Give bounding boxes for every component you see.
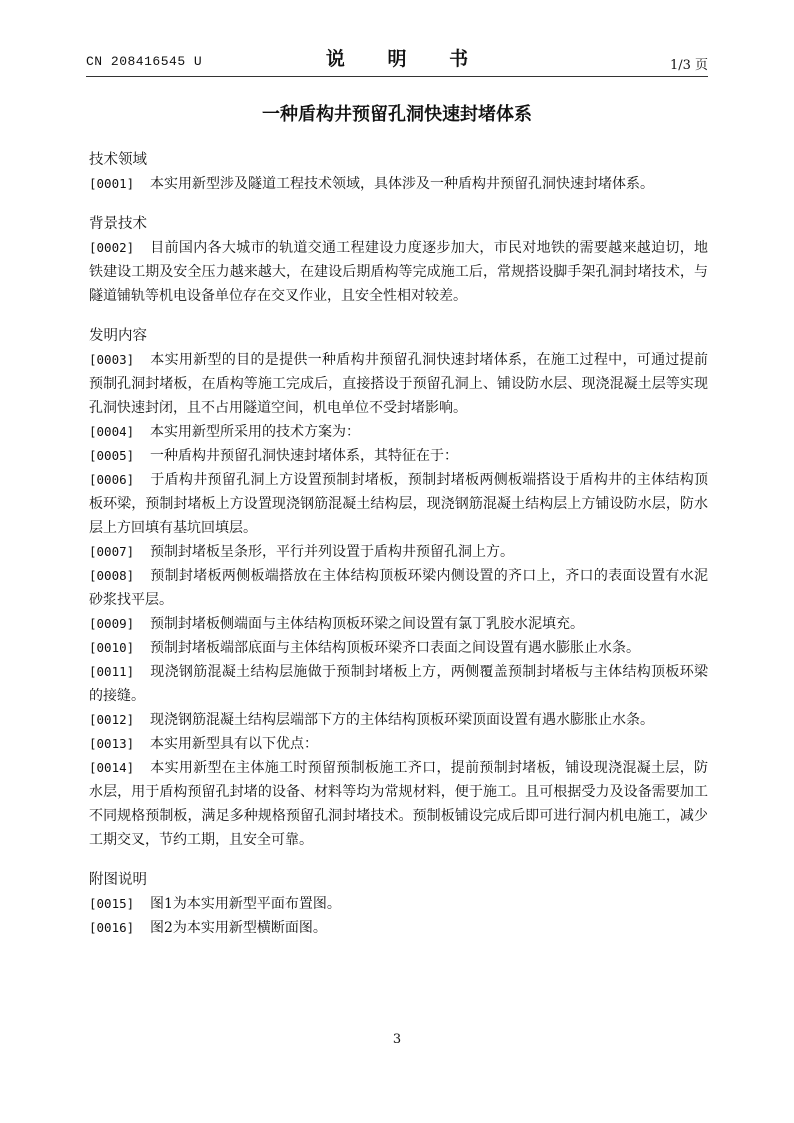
paragraph-number: [0010] <box>89 640 135 655</box>
paragraph-text: 一种盾构井预留孔洞快速封堵体系，其特征在于： <box>150 448 458 464</box>
document-type: 说 明 书 <box>325 48 487 70</box>
paragraph <box>89 468 708 540</box>
header-rule <box>86 76 708 77</box>
paragraph-text: 目前国内各大城市的轨道交通工程建设力度逐步加大，市民对地铁的需要越来越迫切，地铁建设工期及安全压力越来越大，在建设后期盾构等完成施工后，常规搭设脚手架孔洞封堵技术，与隧道铺轨等机电设备单位存在交叉作业，且安全性相对较差。 <box>89 240 708 304</box>
paragraph-text: 本实用新型的目的是提供一种盾构井预留孔洞快速封堵体系，在施工过程中，可通过提前预制孔洞封堵板，在盾构等施工完成后，直接搭设于预留孔洞上、铺设防水层、现浇混凝土层等实现孔洞快速封闭，且不占用隧道空间，机电单位不受封堵影响。 <box>89 352 708 416</box>
paragraph-number: [0005] <box>89 448 135 463</box>
page-header <box>86 44 708 76</box>
paragraph-number: [0006] <box>89 472 135 487</box>
section <box>89 212 708 308</box>
paragraph-number: [0002] <box>89 240 135 255</box>
paragraph-number: [0009] <box>89 616 135 631</box>
paragraph-number: [0003] <box>89 352 135 367</box>
paragraph-number: [0016] <box>89 920 135 935</box>
section <box>89 148 708 196</box>
paragraph <box>89 444 708 468</box>
paragraph <box>89 732 708 756</box>
paragraph <box>89 564 708 612</box>
section <box>89 868 708 940</box>
paragraph <box>89 612 708 636</box>
paragraph-number: [0015] <box>89 896 135 911</box>
paragraph-text: 预制封堵板两侧板端搭放在主体结构顶板环梁内侧设置的齐口上，齐口的表面设置有水泥砂浆找平层。 <box>89 568 708 608</box>
paragraph-text: 预制封堵板端部底面与主体结构顶板环梁齐口表面之间设置有遇水膨胀止水条。 <box>150 640 640 656</box>
page-info: 1/3 页 <box>669 58 708 73</box>
section-heading: 附图说明 <box>89 872 147 888</box>
paragraph <box>89 636 708 660</box>
paragraph <box>89 892 708 916</box>
paragraph <box>89 756 708 852</box>
paragraph-number: [0014] <box>89 760 135 775</box>
paragraph <box>89 708 708 732</box>
paragraph-number: [0012] <box>89 712 135 727</box>
section-heading: 技术领域 <box>89 152 147 168</box>
document-title: 一种盾构井预留孔洞快速封堵体系 <box>262 104 532 125</box>
paragraph <box>89 540 708 564</box>
paragraph <box>89 916 708 940</box>
paragraph-text: 图2为本实用新型横断面图。 <box>150 920 327 936</box>
paragraph <box>89 236 708 308</box>
document-body <box>89 148 708 956</box>
paragraph <box>89 172 708 196</box>
section <box>89 324 708 852</box>
paragraph-text: 本实用新型所采用的技术方案为： <box>150 424 360 440</box>
section-heading: 发明内容 <box>89 328 147 344</box>
paragraph-text: 本实用新型涉及隧道工程技术领域，具体涉及一种盾构井预留孔洞快速封堵体系。 <box>150 176 654 192</box>
paragraph-number: [0004] <box>89 424 135 439</box>
section-heading: 背景技术 <box>89 216 147 232</box>
paragraph-number: [0011] <box>89 664 135 679</box>
paragraph-number: [0007] <box>89 544 135 559</box>
page-number: 3 <box>392 1032 402 1047</box>
paragraph <box>89 660 708 708</box>
paragraph-text: 本实用新型在主体施工时预留预制板施工齐口，提前预制封堵板，铺设现浇混凝土层，防水层，用于盾构预留孔封堵的设备、材料等均为常规材料，便于施工。且可根据受力及设备需要加工不同规格预制板，满足多种规格预留孔洞封堵技术。预制板铺设完成后即可进行洞内机电施工，减少工期交叉，节约工期，且安全可靠。 <box>89 760 708 848</box>
paragraph-text: 现浇钢筋混凝土结构层端部下方的主体结构顶板环梁顶面设置有遇水膨胀止水条。 <box>150 712 654 728</box>
paragraph-text: 本实用新型具有以下优点： <box>150 736 318 752</box>
paragraph-text: 于盾构井预留孔洞上方设置预制封堵板，预制封堵板两侧板端搭设于盾构井的主体结构顶板环梁，预制封堵板上方设置现浇钢筋混凝土结构层，现浇钢筋混凝土结构层上方铺设防水层，防水层上方回填有基坑回填层。 <box>89 472 708 536</box>
paragraph-number: [0013] <box>89 736 135 751</box>
patent-number: CN 208416545 U <box>86 54 203 69</box>
paragraph-number: [0001] <box>89 176 135 191</box>
paragraph-text: 图1为本实用新型平面布置图。 <box>150 896 341 912</box>
paragraph-number: [0008] <box>89 568 135 583</box>
paragraph <box>89 420 708 444</box>
paragraph <box>89 348 708 420</box>
paragraph-text: 预制封堵板呈条形，平行并列设置于盾构井预留孔洞上方。 <box>150 544 514 560</box>
paragraph-text: 预制封堵板侧端面与主体结构顶板环梁之间设置有氯丁乳胶水泥填充。 <box>150 616 584 632</box>
paragraph-text: 现浇钢筋混凝土结构层施做于预制封堵板上方，两侧覆盖预制封堵板与主体结构顶板环梁的接缝。 <box>89 664 708 704</box>
